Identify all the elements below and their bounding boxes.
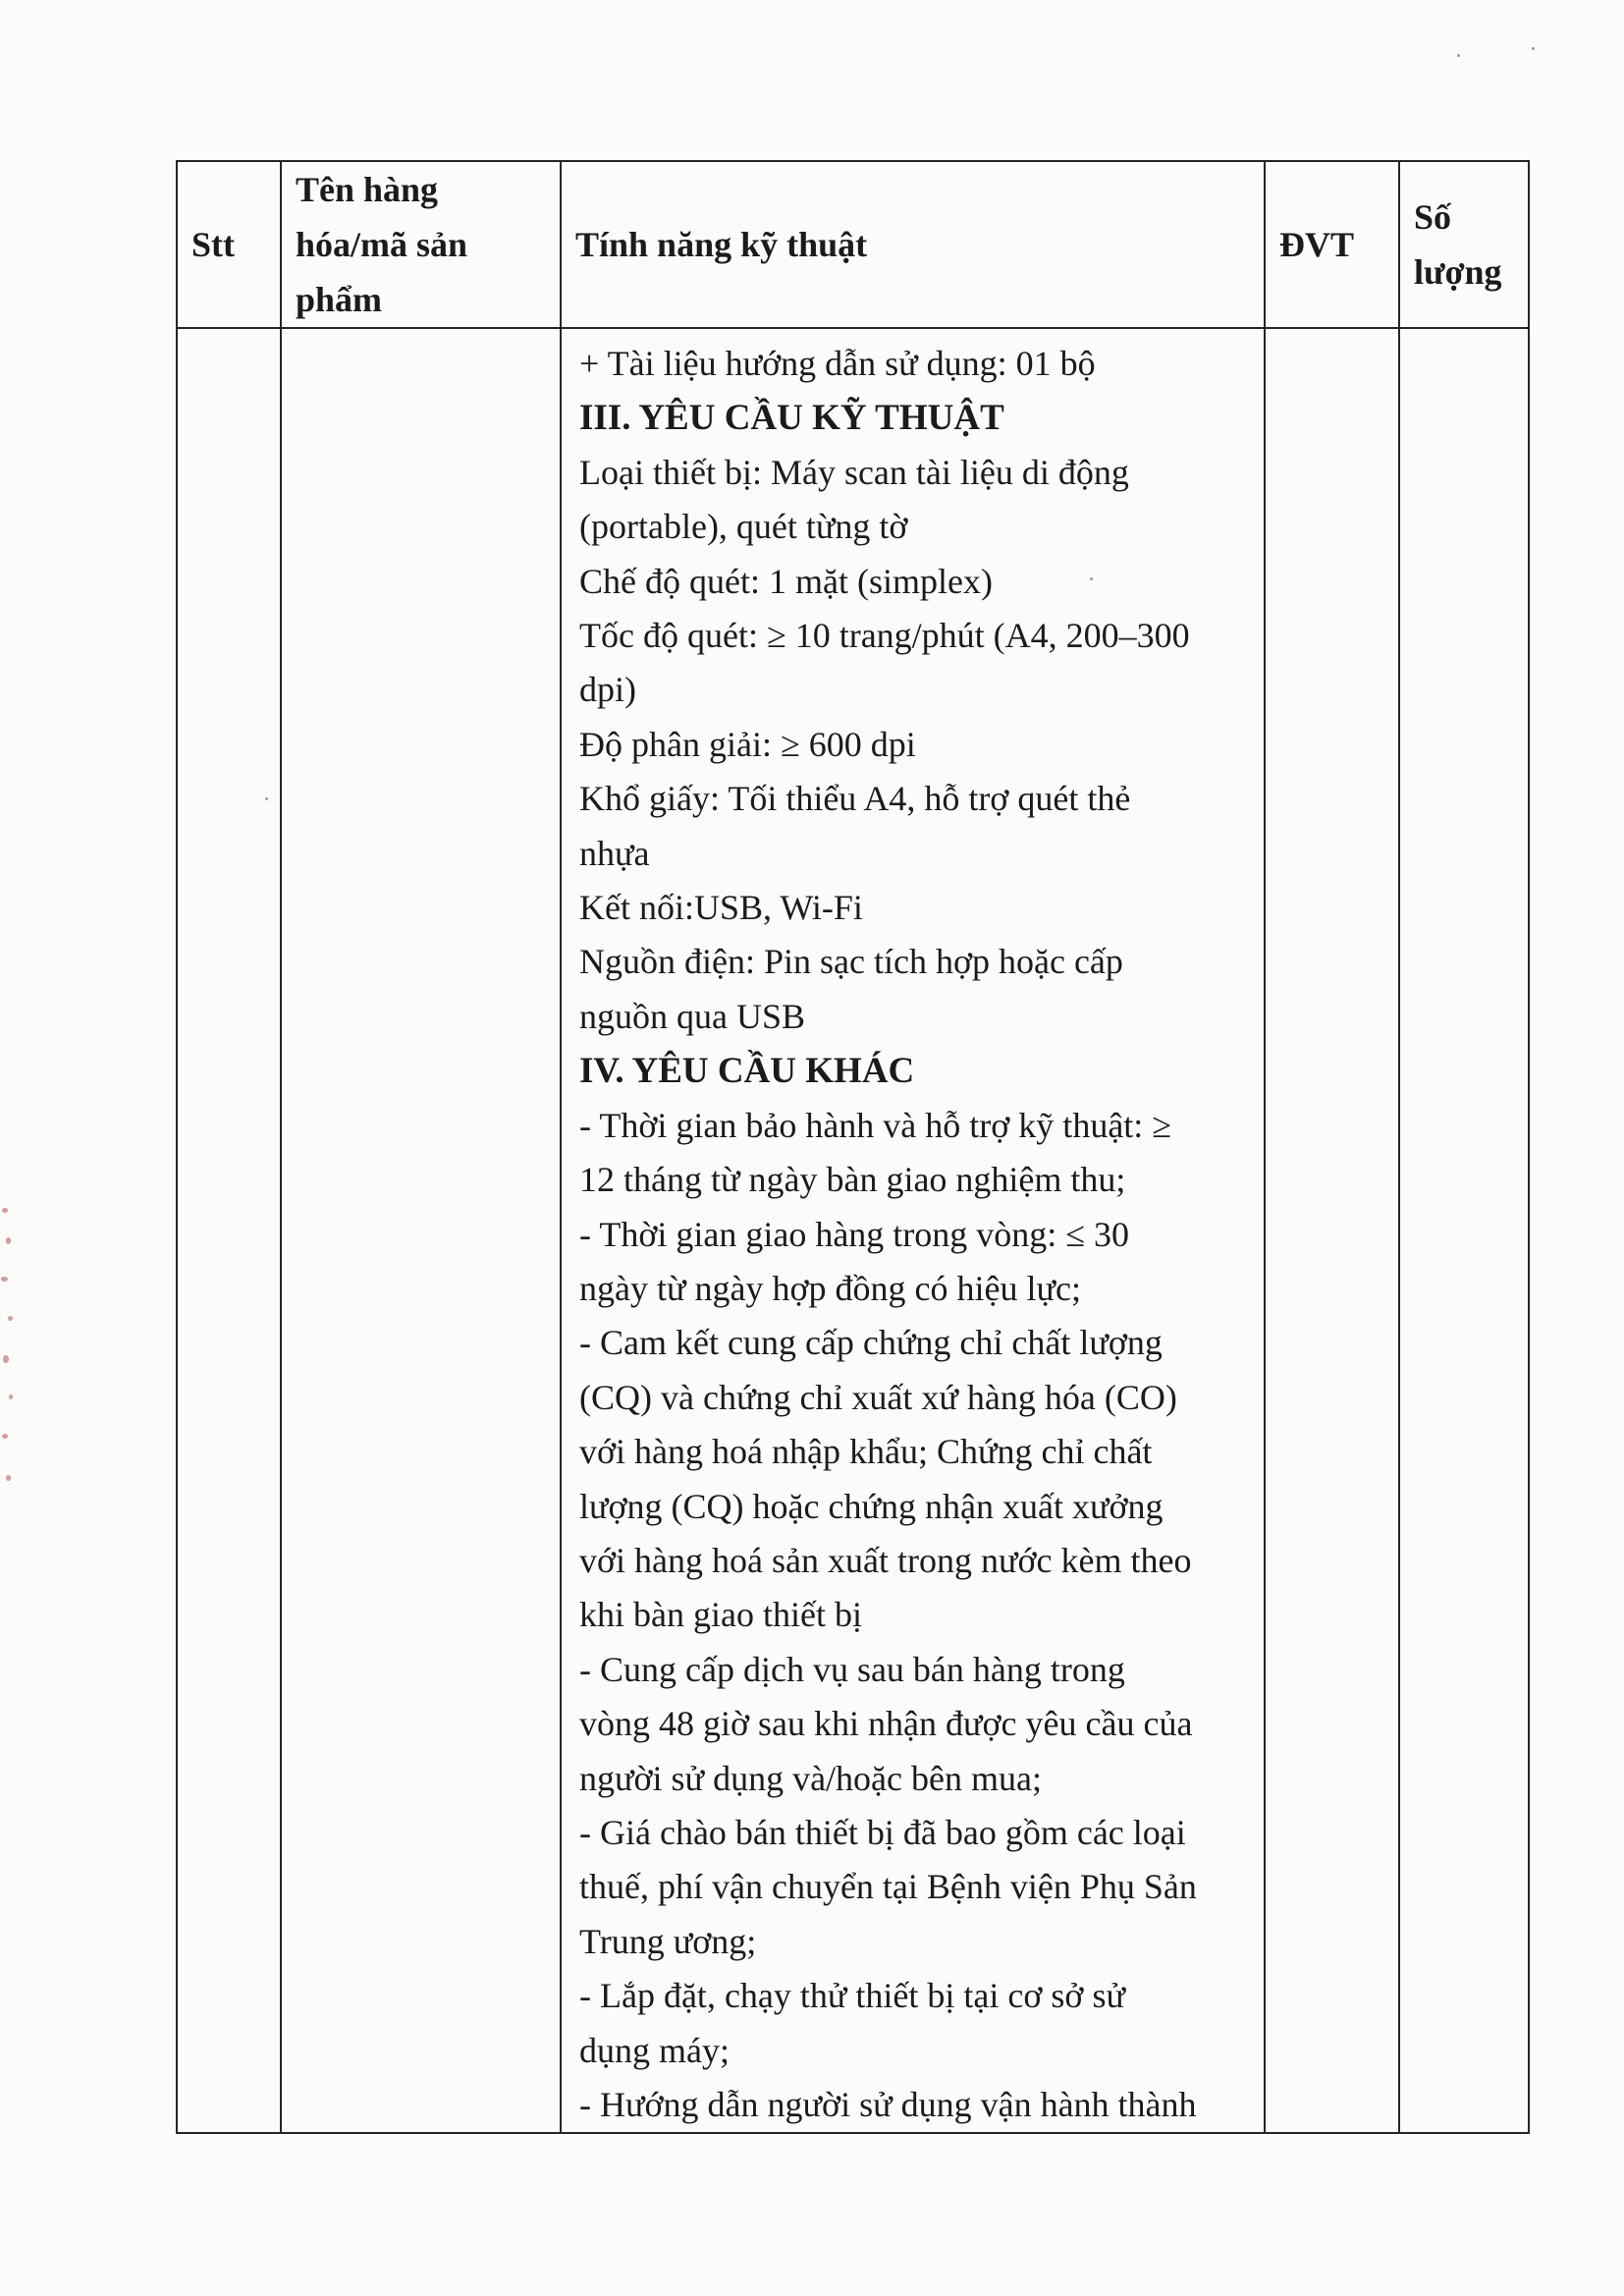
spec-line: nhựa: [579, 833, 650, 873]
unit-cell: [1265, 328, 1399, 2133]
header-unit: ĐVT: [1265, 161, 1399, 328]
header-product-name-line: phẩm: [296, 280, 383, 319]
spec-line: Loại thiết bị: Máy scan tài liệu di động: [579, 452, 1129, 492]
spec-line: Khổ giấy: Tối thiểu A4, hỗ trợ quét thẻ: [579, 779, 1131, 819]
technical-specs-cell: [561, 328, 1265, 2133]
header-quantity: [1399, 161, 1529, 328]
spec-line: Tốc độ quét: ≥ 10 trang/phút (A4, 200–300: [579, 616, 1190, 656]
spec-line: dpi): [579, 670, 636, 710]
scan-speck: [265, 797, 268, 800]
spec-line: nguồn qua USB: [579, 996, 806, 1036]
spec-line: vòng 48 giờ sau khi nhận được yêu cầu của: [579, 1704, 1193, 1744]
header-product-name-line: hóa/mã sản: [296, 225, 468, 264]
stt-cell: [177, 328, 281, 2133]
red-stamp-edge-mark: [0, 1198, 16, 1493]
scan-speck: [1532, 47, 1535, 50]
spec-line: - Cung cấp dịch vụ sau bán hàng trong: [579, 1649, 1125, 1689]
table-row: [177, 328, 1529, 2133]
spec-line: dụng máy;: [579, 2030, 730, 2070]
spec-line: khi bàn giao thiết bị: [579, 1595, 862, 1635]
spec-line: - Giá chào bán thiết bị đã bao gồm các loại: [579, 1812, 1186, 1852]
spec-line: 12 tháng từ ngày bàn giao nghiệm thu;: [579, 1160, 1126, 1200]
spec-line: - Cam kết cung cấp chứng chỉ chất lượng: [579, 1323, 1163, 1363]
spec-line: với hàng hoá nhập khẩu; Chứng chỉ chất: [579, 1432, 1153, 1472]
section-heading: IV. YÊU CẦU KHÁC: [579, 1051, 915, 1092]
header-technical-specs: Tính năng kỹ thuật: [561, 161, 1265, 328]
spec-line: - Thời gian bảo hành và hỗ trợ kỹ thuật: ≥: [579, 1105, 1172, 1145]
spec-line: ngày từ ngày hợp đồng có hiệu lực;: [579, 1268, 1081, 1308]
spec-line: với hàng hoá sản xuất trong nước kèm theo: [579, 1540, 1192, 1580]
header-product-name: [281, 161, 561, 328]
spec-line: Độ phân giải: ≥ 600 dpi: [579, 724, 916, 764]
header-quantity-line: Số: [1414, 197, 1452, 237]
spec-line: - Thời gian giao hàng trong vòng: ≤ 30: [579, 1214, 1130, 1254]
header-stt: Stt: [177, 161, 281, 328]
spec-line: Trung ương;: [579, 1921, 757, 1961]
spec-line: (portable), quét từng tờ: [579, 507, 908, 547]
spec-line: - Lắp đặt, chạy thử thiết bị tại cơ sở sử: [579, 1976, 1125, 2016]
quantity-cell: [1399, 328, 1529, 2133]
scan-speck: [1457, 54, 1460, 57]
spec-line: Kết nối:USB, Wi-Fi: [579, 888, 863, 928]
spec-line: Chế độ quét: 1 mặt (simplex): [579, 561, 993, 601]
header-quantity-line: lượng: [1414, 252, 1502, 292]
product-name-cell: [281, 328, 561, 2133]
spec-line: Nguồn điện: Pin sạc tích hợp hoặc cấp: [579, 942, 1123, 982]
section-heading: III. YÊU CẦU KỸ THUẬT: [579, 398, 1004, 439]
spec-line: người sử dụng và/hoặc bên mua;: [579, 1758, 1042, 1798]
table-header-row: [177, 161, 1529, 328]
spec-line: + Tài liệu hướng dẫn sử dụng: 01 bộ: [579, 344, 1096, 383]
scan-speck: [1090, 577, 1093, 580]
spec-line: (CQ) và chứng chỉ xuất xứ hàng hóa (CO): [579, 1377, 1177, 1417]
header-product-name-line: Tên hàng: [296, 170, 439, 209]
spec-line: thuế, phí vận chuyển tại Bệnh viện Phụ Sản: [579, 1867, 1197, 1907]
spec-table: [176, 160, 1530, 2134]
spec-line: lượng (CQ) hoặc chứng nhận xuất xưởng: [579, 1486, 1164, 1526]
spec-line: - Hướng dẫn người sử dụng vận hành thành: [579, 2085, 1197, 2124]
